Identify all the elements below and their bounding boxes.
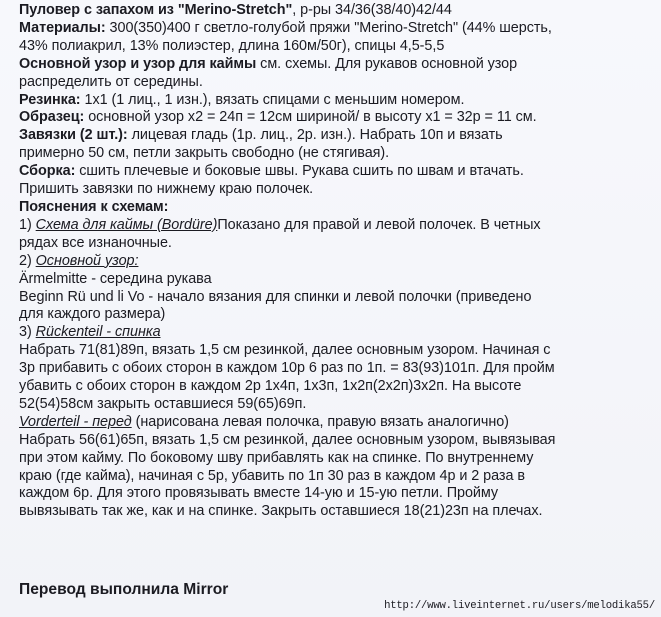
title: Пуловер с запахом из "Merino-Stretch" [19,2,293,18]
title-sizes: , р-ры 34/36(38/40)42/44 [292,2,452,18]
assembly-text-1: сшить плечевые и боковые швы. Рукава сшить по швам и втачать. [75,163,524,180]
gauge-line [19,109,654,127]
front-title-line [19,414,654,432]
materials-label: Материалы: [19,19,106,36]
note-2-line-2: Ärmelmitte - середина рукава [19,270,212,287]
rib-text: 1х1 (1 лиц., 1 изн.), вязать спицами с меньшим номером. [80,91,465,108]
note-2-line-1 [19,253,654,271]
materials-line-2: 43% полиакрил, 13% полиэстер, длина 160м/50г), спицы 4,5-5,5 [19,37,445,54]
ties-line-1 [19,127,654,145]
note-1-line-2: рядах все изнаночные. [19,234,172,251]
note-1-number: 1) [19,216,36,233]
back-line-2: 3р прибавить с обоих сторон в каждом 10р 6 раз по 1п. = 83(93)101п. Для пройм [19,360,555,377]
gauge-label: Образец: [19,109,85,126]
back-line-4: 52(54)58см закрыть оставшиеся 59(65)69п. [19,395,307,412]
front-line-2: при этом кайму. По боковому шву прибавлять как на спинке. По внутреннему [19,449,534,466]
back-line-3: убавить с обоих сторон в каждом 2р 1х4п, 1х3п, 1х2п(2х2п)3х2п. На высоте [19,378,522,395]
assembly-line-1 [19,163,654,181]
ties-label: Завязки (2 шт.): [19,127,128,144]
source-url-watermark: http://www.liveinternet.ru/users/melodika55/ [384,600,655,612]
pattern-text [19,2,654,521]
pattern-label: Основной узор и узор для каймы [19,55,257,72]
translator-credit: Перевод выполнила Mirror [19,581,229,598]
front-line-1: Набрать 56(61)65п, вязать 1,5 см резинкой, далее основным узором, вывязывая [19,431,556,448]
title-line [19,2,654,20]
note-3-line-1 [19,324,654,342]
pattern-line-1 [19,56,654,74]
note-1-text-1: Показано для правой и левой полочек. В четных [217,216,541,233]
note-2-line-4: для каждого размера) [19,306,166,323]
note-3-number: 3) [19,324,36,341]
front-line-5: вывязывать так же, как и на спинке. Закрыть оставшиеся 18(21)23п на плечах. [19,503,543,520]
ties-line-2: примерно 50 см, петли закрыть свободно (не стягивая). [19,145,390,162]
note-1-title: Схема для каймы (Bordüre) [35,216,218,233]
materials-text-1: 300(350)400 г светло-голубой пряжи "Merino-Stretch" (44% шерсть, [105,19,552,36]
notes-heading: Пояснения к схемам: [19,198,169,215]
back-line-1: Набрать 71(81)89п, вязать 1,5 см резинкой, далее основным узором. Начиная с [19,342,551,359]
front-note: (нарисована левая полочка, правую вязать аналогично) [131,413,509,430]
pattern-text-1: см. схемы. Для рукавов основной узор [256,55,518,72]
ties-text-1: лицевая гладь (1р. лиц., 2р. изн.). Набрать 10п и вязать [127,127,503,144]
note-2-line-3: Beginn Rü und li Vo - начало вязания для спинки и левой полочки (приведено [19,288,532,305]
assembly-label: Сборка: [19,163,76,180]
front-line-3: краю (где кайма), начиная с 5р, убавить по 1п 30 раз в каждом 4р и 2 раза в [19,467,525,484]
gauge-text: основной узор х2 = 24п = 12см шириной/ в высоту х1 = 32р = 11 см. [84,109,537,126]
note-1-line-1 [19,217,654,235]
assembly-line-2: Пришить завязки по нижнему краю полочек. [19,181,314,198]
note-3-title: Rückenteil - спинка [35,324,161,341]
materials-line-1 [19,20,654,38]
rib-label: Резинка: [19,91,81,108]
note-2-title: Основной узор: [35,252,139,269]
pattern-line-2: распределить от середины. [19,73,203,90]
front-line-4: каждом 6р. Для этого провязывать вместе 14-ую и 15-ую петли. Пройму [19,485,499,502]
note-2-number: 2) [19,252,36,269]
front-title: Vorderteil - перед [19,413,132,430]
rib-line [19,92,654,110]
